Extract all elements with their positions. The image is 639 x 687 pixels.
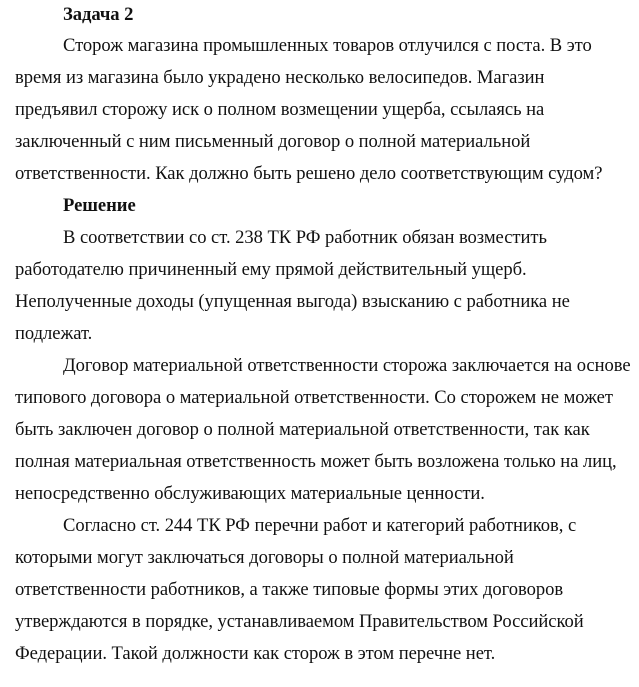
solution-heading: Решение: [63, 195, 136, 216]
paragraph1-line: В соответствии со ст. 238 ТК РФ работник обязан возместить: [63, 227, 547, 248]
paragraph3-line: утверждаются в порядке, устанавливаемом Правительством Российской: [15, 611, 584, 632]
paragraph1-line: работодателю причиненный ему прямой действительный ущерб.: [15, 259, 527, 280]
paragraph1-line: подлежат.: [15, 323, 93, 344]
task-line: заключенный с ним письменный договор о полной материальной: [15, 131, 531, 152]
paragraph2-line: типового договора о материальной ответственности. Со сторожем не может: [15, 387, 613, 408]
task-line: время из магазина было украдено несколько велосипедов. Магазин: [15, 67, 545, 88]
paragraph3-line: Федерации. Такой должности как сторож в этом перечне нет.: [15, 643, 496, 664]
paragraph2-line: Договор материальной ответственности сторожа заключается на основе: [63, 355, 631, 376]
task-heading: Задача 2: [63, 4, 134, 25]
paragraph2-line: полная материальная ответственность может быть возложена только на лиц,: [15, 451, 617, 472]
task-line: ответственности. Как должно быть решено дело соответствующим судом?: [15, 163, 603, 184]
paragraph1-line: Неполученные доходы (упущенная выгода) взысканию с работника не: [15, 291, 570, 312]
paragraph3-line: ответственности работников, а также типовые формы этих договоров: [15, 579, 564, 600]
paragraph2-line: быть заключен договор о полной материальной ответственности, так как: [15, 419, 590, 440]
task-line: Сторож магазина промышленных товаров отлучился с поста. В это: [63, 35, 592, 56]
paragraph2-line: непосредственно обслуживающих материальные ценности.: [15, 483, 485, 504]
paragraph3-line: Согласно ст. 244 ТК РФ перечни работ и категорий работников, с: [63, 515, 577, 536]
paragraph3-line: которыми могут заключаться договоры о полной материальной: [15, 547, 514, 568]
task-line: предъявил сторожу иск о полном возмещении ущерба, ссылаясь на: [15, 99, 545, 120]
